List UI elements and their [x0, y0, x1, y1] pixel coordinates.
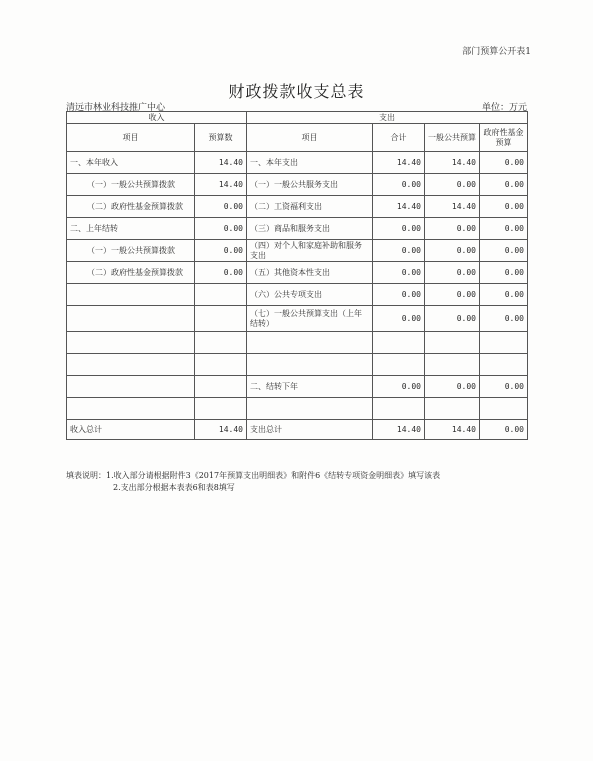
expense-item-cell [247, 398, 373, 420]
table-row [67, 152, 528, 174]
expense-total-cell: 0.00 [373, 174, 425, 196]
income-item-cell [67, 398, 195, 420]
expense-general-cell: 0.00 [425, 218, 480, 240]
expense-general-cell: 0.00 [425, 284, 480, 306]
expense-total-cell [373, 354, 425, 376]
organization-name: 清远市林业科技推广中心 [66, 103, 166, 113]
income-item-cell: 二、上年结转 [67, 218, 195, 240]
page-title: 财政拨款收支总表 [228, 82, 365, 101]
expense-fund-cell [480, 354, 528, 376]
income-item-cell [67, 284, 195, 306]
expense-fund-cell: 0.00 [480, 240, 528, 262]
expense-total-label: 支出总计 [247, 420, 373, 440]
income-header: 收入 [67, 112, 247, 124]
table-row [67, 240, 528, 262]
income-total-value: 14.40 [195, 420, 247, 440]
expense-fund-cell: 0.00 [480, 306, 528, 332]
income-value-cell: 0.00 [195, 240, 247, 262]
expense-fund-cell: 0.00 [480, 284, 528, 306]
income-item-cell [67, 306, 195, 332]
expense-general-cell: 0.00 [425, 262, 480, 284]
income-value-cell: 0.00 [195, 218, 247, 240]
income-item-cell: 一、本年收入 [67, 152, 195, 174]
table-row [67, 196, 528, 218]
expense-general-cell: 14.40 [425, 152, 480, 174]
budget-table [66, 111, 528, 440]
table-row [67, 332, 528, 354]
income-value-cell [195, 332, 247, 354]
table-row [67, 376, 528, 398]
expense-general-cell: 0.00 [425, 306, 480, 332]
expense-header: 支出 [247, 112, 528, 124]
form-tag: 部门预算公开表1 [462, 47, 531, 57]
table-row [67, 284, 528, 306]
col-header-item: 项目 [247, 124, 373, 152]
expense-item-cell: （二）工资福利支出 [247, 196, 373, 218]
income-value-cell: 14.40 [195, 152, 247, 174]
income-value-cell: 0.00 [195, 262, 247, 284]
expense-fund-cell [480, 398, 528, 420]
expense-total-cell: 0.00 [373, 218, 425, 240]
expense-total-cell [373, 398, 425, 420]
expense-total-cell: 0.00 [373, 284, 425, 306]
expense-fund-total: 0.00 [480, 420, 528, 440]
expense-general-cell: 0.00 [425, 174, 480, 196]
col-header-total: 合计 [373, 124, 425, 152]
expense-fund-cell: 0.00 [480, 262, 528, 284]
total-row [67, 420, 528, 440]
col-header-fund: 政府性基金预算 [480, 124, 528, 152]
expense-item-cell: （六）公共专项支出 [247, 284, 373, 306]
note-line-2: 2.支出部分根据本表表6和表8填写 [113, 483, 235, 492]
unit-label: 单位：万元 [481, 103, 527, 113]
table-row [67, 398, 528, 420]
expense-total-cell: 0.00 [373, 376, 425, 398]
expense-fund-cell: 0.00 [480, 218, 528, 240]
expense-general-cell: 14.40 [425, 196, 480, 218]
table-row [67, 262, 528, 284]
expense-item-cell: （三）商品和服务支出 [247, 218, 373, 240]
expense-fund-cell: 0.00 [480, 174, 528, 196]
expense-fund-cell: 0.00 [480, 152, 528, 174]
expense-total-cell [373, 332, 425, 354]
expense-total-cell: 0.00 [373, 306, 425, 332]
expense-item-cell: 二、结转下年 [247, 376, 373, 398]
income-total-label: 收入总计 [67, 420, 195, 440]
expense-general-cell [425, 354, 480, 376]
income-item-cell [67, 376, 195, 398]
note-line-1: 填表说明：1.收入部分请根据附件3《2017年预算支出明细表》和附件6《结转专项资金明细表》填写该表 [66, 471, 441, 480]
expense-general-cell: 0.00 [425, 376, 480, 398]
income-item-cell [67, 332, 195, 354]
income-value-cell [195, 376, 247, 398]
income-item-cell: （一）一般公共预算拨款 [67, 240, 195, 262]
table-row [67, 218, 528, 240]
expense-item-cell [247, 354, 373, 376]
income-value-cell [195, 398, 247, 420]
col-header-budget: 预算数 [195, 124, 247, 152]
expense-general-cell [425, 398, 480, 420]
income-value-cell: 14.40 [195, 174, 247, 196]
table-body [67, 152, 528, 440]
col-header-general: 一般公共预算 [425, 124, 480, 152]
income-value-cell [195, 306, 247, 332]
expense-item-cell: （四）对个人和家庭补助和服务支出 [247, 240, 373, 262]
income-item-cell: （二）政府性基金预算拨款 [67, 262, 195, 284]
expense-total-cell: 14.40 [373, 196, 425, 218]
col-header-item: 项目 [67, 124, 195, 152]
expense-general-cell [425, 332, 480, 354]
income-value-cell [195, 354, 247, 376]
expense-item-cell: （七）一般公共预算支出（上年结转） [247, 306, 373, 332]
income-item-cell [67, 354, 195, 376]
expense-fund-cell: 0.00 [480, 376, 528, 398]
expense-total-value: 14.40 [373, 420, 425, 440]
income-value-cell [195, 284, 247, 306]
expense-fund-cell: 0.00 [480, 196, 528, 218]
income-item-cell: （一）一般公共预算拨款 [67, 174, 195, 196]
income-value-cell: 0.00 [195, 196, 247, 218]
table-row [67, 174, 528, 196]
table-row [67, 306, 528, 332]
expense-fund-cell [480, 332, 528, 354]
income-item-cell: （二）政府性基金预算拨款 [67, 196, 195, 218]
expense-general-cell: 0.00 [425, 240, 480, 262]
expense-item-cell: （一）一般公共服务支出 [247, 174, 373, 196]
fill-notes [66, 470, 440, 494]
expense-total-cell: 0.00 [373, 240, 425, 262]
expense-general-total: 14.40 [425, 420, 480, 440]
table-row [67, 354, 528, 376]
expense-item-cell [247, 332, 373, 354]
expense-total-cell: 0.00 [373, 262, 425, 284]
expense-total-cell: 14.40 [373, 152, 425, 174]
expense-item-cell: 一、本年支出 [247, 152, 373, 174]
expense-item-cell: （五）其他资本性支出 [247, 262, 373, 284]
